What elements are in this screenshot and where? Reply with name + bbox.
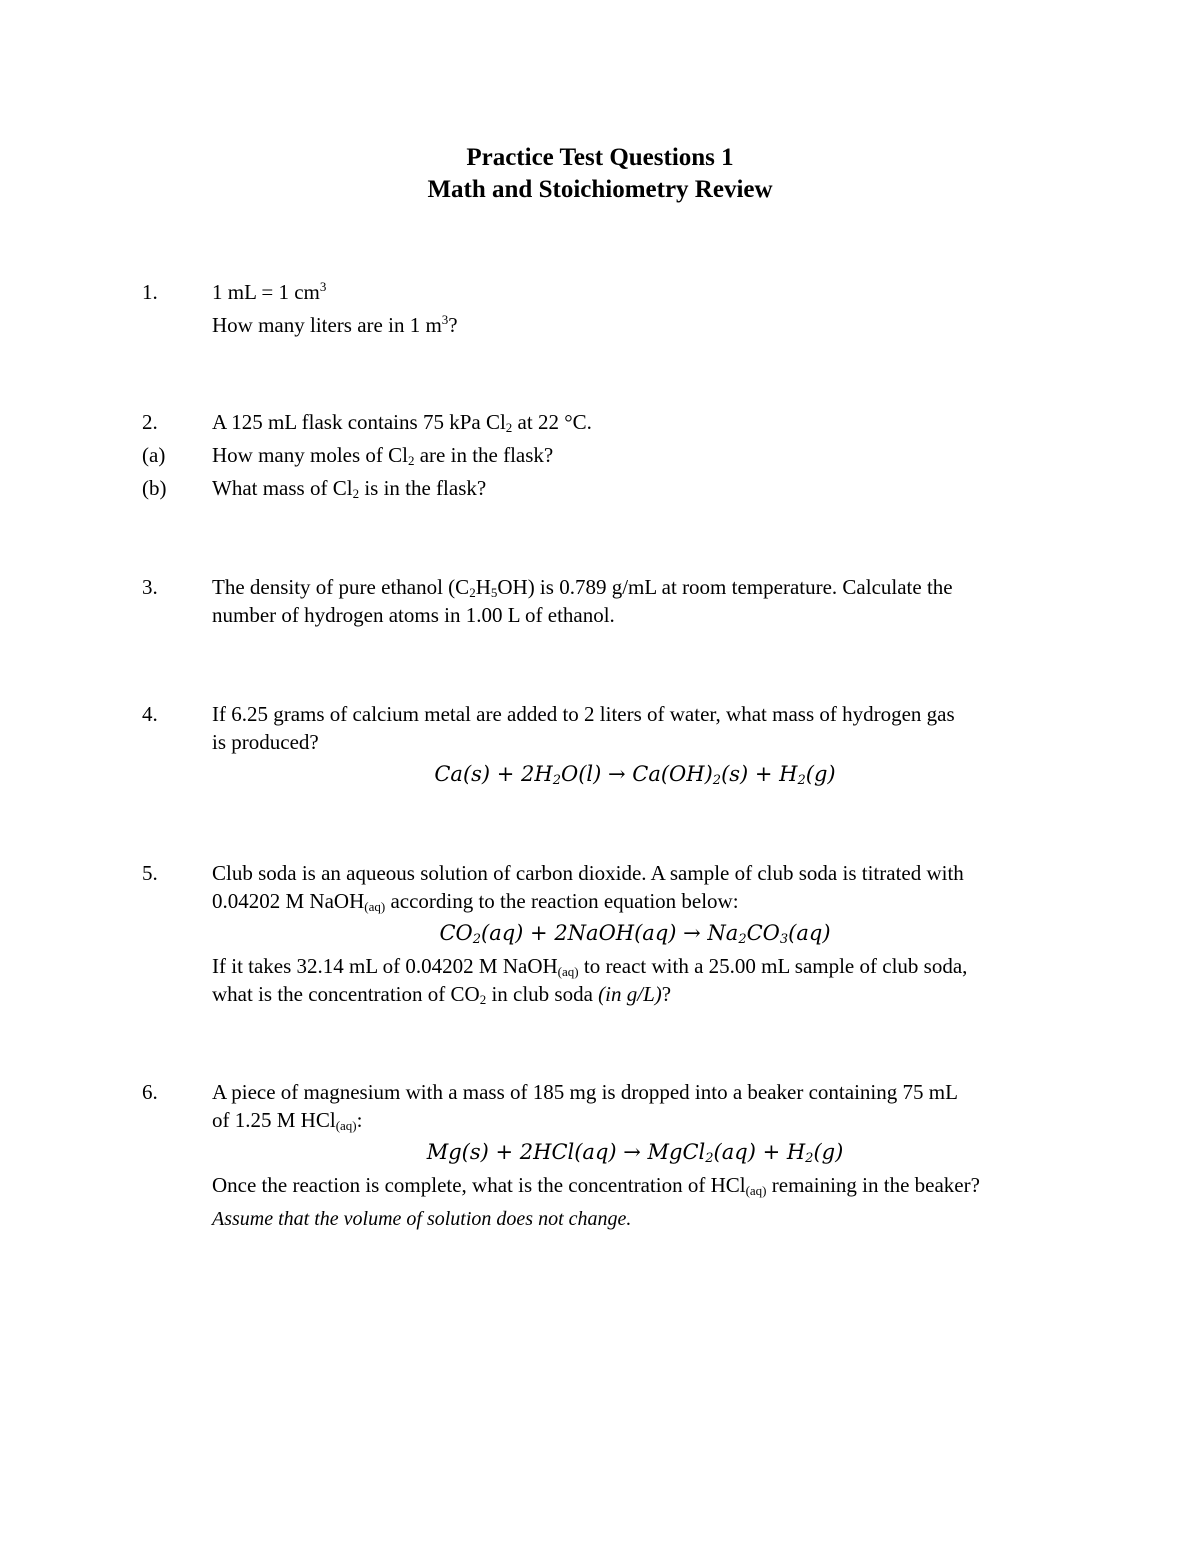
page-subtitle: Math and Stoichiometry Review xyxy=(427,176,773,203)
question-6-line-2: of 1.25 M HCl$_{(aq)}$: xyxy=(212,1108,363,1133)
question-5-equation: $CO_2(aq)$ + 2NaOH(aq) → $Na_2CO_3(aq)$ xyxy=(439,921,831,947)
question-5-line-4: what is the concentration of $CO_2$ in club soda (in g/L)? xyxy=(212,982,672,1007)
page-title: Practice Test Questions 1 xyxy=(466,144,734,171)
question-6-line-1: A piece of magnesium with a mass of 185 mg is dropped into a beaker containing 75 mL xyxy=(212,1080,958,1104)
question-6-number: 6. xyxy=(142,1080,158,1104)
question-2a-label: (a) xyxy=(142,443,166,467)
question-6-line-3: Once the reaction is complete, what is the concentration of HCl$_{(aq)}$ remaining in the beaker? xyxy=(212,1173,980,1198)
question-2b-label: (b) xyxy=(142,476,167,500)
question-4-equation: $Ca(s) + 2H_2O(l) \to Ca(OH)_2(s) + H_2(g)$ xyxy=(434,762,836,788)
question-4-line-2: is produced? xyxy=(212,730,319,754)
question-4-number: 4. xyxy=(142,702,158,726)
question-1-line-1: 1 mL = 1 $cm^3$ xyxy=(212,279,327,304)
question-2a-text: How many moles of $Cl_2$ are in the flask? xyxy=(212,443,554,468)
question-5-line-1: Club soda is an aqueous solution of carbon dioxide. A sample of club soda is titrated with xyxy=(212,861,964,885)
question-4-line-1: If 6.25 grams of calcium metal are added to 2 liters of water, what mass of hydrogen gas xyxy=(212,702,955,726)
question-5-number: 5. xyxy=(142,861,158,885)
question-6-equation: Mg(s) + 2HCl(aq) → MgCl$_2$(aq) + $H_2(g)$ xyxy=(426,1140,844,1166)
question-6-assumption-note: Assume that the volume of solution does not change. xyxy=(212,1208,632,1230)
question-2-number: 2. xyxy=(142,410,158,434)
question-3-line-2: number of hydrogen atoms in 1.00 L of ethanol. xyxy=(212,603,615,627)
question-5-line-3: If it takes 32.14 mL of 0.04202 M NaOH$_{(aq)}$ to react with a 25.00 mL sample of club soda, xyxy=(212,954,968,979)
question-2b-text: What mass of $Cl_2$ is in the flask? xyxy=(212,476,487,501)
question-1-number: 1. xyxy=(142,280,158,304)
question-5-line-2: 0.04202 M NaOH$_{(aq)}$ according to the reaction equation below: xyxy=(212,889,739,914)
question-1-line-2: How many liters are in 1 $m^3$? xyxy=(212,312,458,337)
question-3-number: 3. xyxy=(142,575,158,599)
question-2-stem: A 125 mL flask contains 75 kPa $Cl_2$ at 22 °C. xyxy=(212,410,592,435)
question-3-line-1: The density of pure ethanol $(C_2H_5OH)$ is 0.789 g/mL at room temperature. Calculate the xyxy=(212,575,953,600)
